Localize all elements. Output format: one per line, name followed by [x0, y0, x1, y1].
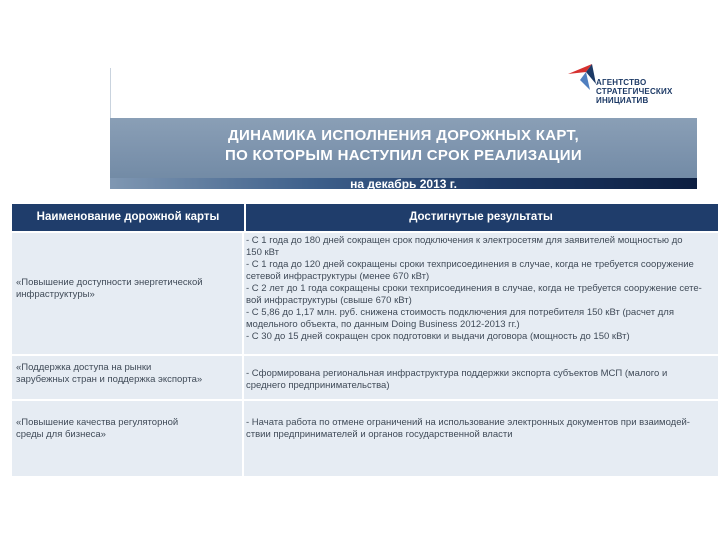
- result-line: 150 кВт: [246, 247, 280, 258]
- header-roadmap-name: Наименование дорожной карты: [36, 211, 220, 223]
- column-separator: [242, 356, 244, 399]
- table-row: [12, 401, 718, 476]
- table-header: [12, 204, 718, 231]
- result-line: - С 1 года до 180 дней сокращен срок подключения к электросетям для заявителей мощностью до: [246, 235, 683, 246]
- roadmap-name-line: среды для бизнеса»: [16, 429, 106, 440]
- result-line: ствии предпринимателей и органов государственной власти: [246, 429, 513, 440]
- result-line: сетевой инфраструктуры (менее 670 кВт): [246, 271, 430, 282]
- header-results: Достигнутые результаты: [409, 211, 553, 223]
- page-title-line-2: ПО КОТОРЫМ НАСТУПИЛ СРОК РЕАЛИЗАЦИИ: [225, 147, 582, 164]
- page-title: [110, 126, 697, 166]
- column-separator: [242, 233, 244, 354]
- page-subtitle: на декабрь 2013 г.: [350, 177, 457, 191]
- result-line: - С 5,86 до 1,17 млн. руб. снижена стоимость подключения для потребителя 150 кВт (расчет для: [246, 307, 674, 318]
- divider-line: [110, 68, 111, 120]
- roadmap-name-cell: [16, 417, 238, 441]
- roadmap-table: [12, 204, 718, 476]
- result-line: модельного объекта, по данным Doing Business 2012-2013 гг.): [246, 319, 520, 330]
- logo-line-2: СТРАТЕГИЧЕСКИХ: [596, 87, 673, 96]
- result-line: вой инфраструктуры (свыше 670 кВт): [246, 295, 412, 306]
- roadmap-name-cell: [16, 362, 238, 386]
- result-line: - С 2 лет до 1 года сокращены сроки техприсоединения в случае, когда не требуется сооружение сете-: [246, 283, 702, 294]
- results-cell: [246, 235, 716, 343]
- result-line: среднего предпринимательства): [246, 380, 390, 391]
- table-row: [12, 233, 718, 354]
- logo-line-3: ИНИЦИАТИВ: [596, 96, 649, 105]
- roadmap-name-cell: [16, 277, 238, 301]
- roadmap-name-line: «Повышение доступности энергетической: [16, 277, 203, 288]
- logo-line-1: АГЕНТСТВО: [596, 78, 647, 87]
- results-cell: [246, 368, 716, 392]
- results-cell: [246, 417, 716, 441]
- roadmap-name-line: «Поддержка доступа на рынки: [16, 362, 152, 373]
- roadmap-name-line: инфраструктуры»: [16, 289, 95, 300]
- table-row: [12, 356, 718, 399]
- roadmap-name-line: «Повышение качества регуляторной: [16, 417, 179, 428]
- column-separator: [242, 401, 244, 476]
- page-title-line-1: ДИНАМИКА ИСПОЛНЕНИЯ ДОРОЖНЫХ КАРТ,: [228, 127, 579, 144]
- result-line: - Начата работа по отмене ограничений на использование электронных документов при взаимодей-: [246, 417, 690, 428]
- result-line: - С 1 года до 120 дней сокращены сроки техприсоединения в случае, когда не требуется сооружение: [246, 259, 694, 270]
- agency-logo-text: [596, 78, 673, 105]
- result-line: - С 30 до 15 дней сокращен срок подготовки и выдачи договора (мощность до 150 кВт): [246, 331, 630, 342]
- result-line: - Сформирована региональная инфраструктура поддержки экспорта субъектов МСП (малого и: [246, 368, 668, 379]
- roadmap-name-line: зарубежных стран и поддержка экспорта»: [16, 374, 203, 385]
